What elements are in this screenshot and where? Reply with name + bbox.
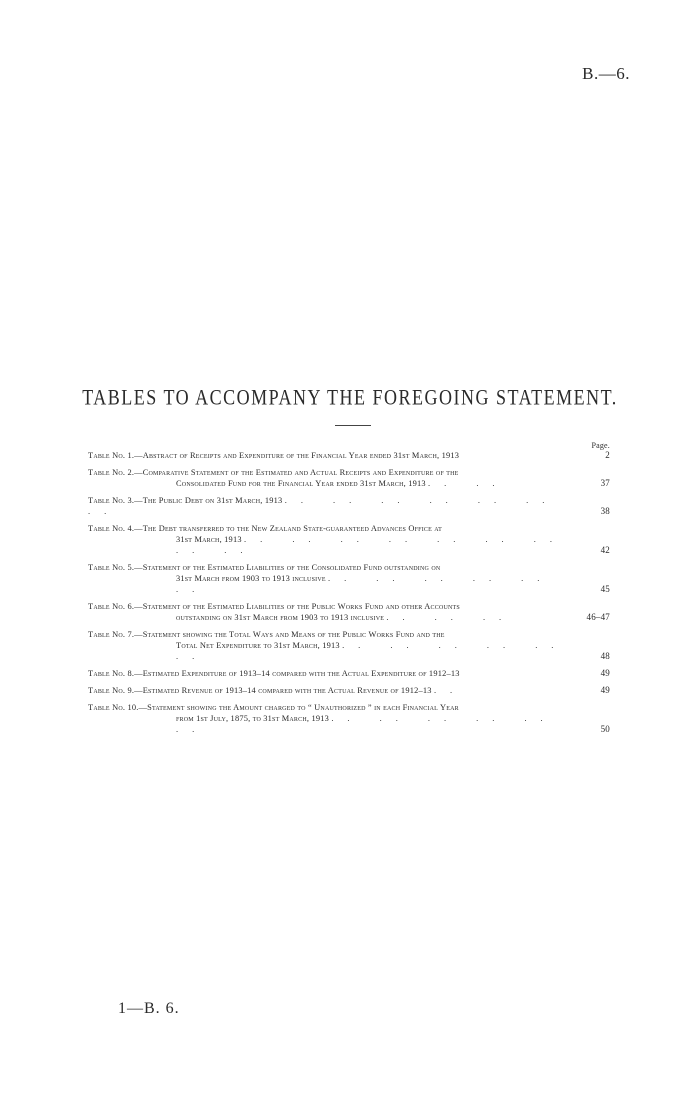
toc-entry-continuation: 31st March, 1913 [176, 535, 242, 544]
page-reference: B.—6. [582, 64, 630, 83]
toc-entry-page: 37 [600, 478, 610, 488]
title-divider [335, 425, 371, 426]
leader-dots: .. .. .. [386, 613, 516, 622]
toc-entry-page: 48 [600, 651, 610, 661]
leader-dots: .. .. .. .. .. .. [176, 714, 557, 734]
page-title: TABLES TO ACCOMPANY THE FOREGOING STATEMENT. [82, 384, 618, 410]
footer-reference: 1—B. 6. [118, 1000, 180, 1017]
toc-entry-title: Table No. 8.—Estimated Expenditure of 1913–14 compared with the Actual Expenditure of 1912–13 [88, 669, 460, 678]
toc-entry-title: Table No. 2.—Comparative Statement of the Estimated and Actual Receipts and Expenditure of the [88, 468, 459, 477]
toc-entry-page: 45 [600, 584, 610, 594]
toc-entry [88, 668, 610, 679]
toc-entry [88, 685, 610, 696]
toc-entry-title: Table No. 10.—Statement showing the Amount charged to “ Unauthorized ” in each Financial Year [88, 703, 459, 712]
toc-entry-title: Table No. 1.—Abstract of Receipts and Expenditure of the Financial Year ended 31st March, 1913 [88, 451, 460, 460]
toc-entry-page: 50 [600, 724, 610, 734]
toc-entry-page: 42 [600, 545, 610, 555]
toc-entry-page: 49 [600, 685, 610, 695]
toc-entry-continuation: outstanding on 31st March from 1903 to 1913 inclusive [176, 613, 385, 622]
leader-dots: .. .. .. .. .. .. .. .. .. [176, 535, 566, 555]
toc-entry [88, 629, 610, 662]
toc-entry-title: Table No. 6.—Statement of the Estimated Liabilities of the Public Works Fund and other Accounts [88, 602, 460, 611]
leader-dots: .. .. .. .. .. .. .. [88, 496, 559, 516]
toc-entry-page: 38 [600, 506, 610, 516]
toc-entry-title: Table No. 7.—Statement showing the Total Ways and Means of the Public Works Fund and the [88, 630, 445, 639]
toc-entry [88, 562, 610, 595]
toc-entry-page: 49 [600, 668, 610, 678]
leader-dots: .. .. [428, 479, 509, 488]
toc-entry [88, 495, 610, 517]
toc-entry-title: Table No. 9.—Estimated Revenue of 1913–14 compared with the Actual Revenue of 1912–13 [88, 686, 432, 695]
toc-entry-title: Table No. 5.—Statement of the Estimated Liabilities of the Consolidated Fund outstanding on [88, 563, 441, 572]
toc-entry [88, 450, 610, 461]
leader-dots: .. .. .. .. .. .. [176, 574, 554, 594]
toc-entry-page: 2 [605, 450, 610, 460]
leader-dots: .. [433, 686, 467, 695]
toc-entry-continuation: 31st March from 1903 to 1913 inclusive [176, 574, 326, 583]
toc-entry-continuation: Consolidated Fund for the Financial Year ended 31st March, 1913 [176, 479, 426, 488]
toc-entry [88, 467, 610, 489]
toc-entry-page: 46–47 [586, 612, 610, 622]
table-of-contents [88, 440, 610, 741]
page-column-label: Page. [591, 441, 610, 450]
toc-entry-title: Table No. 3.—The Public Debt on 31st March, 1913 [88, 496, 283, 505]
toc-entry [88, 523, 610, 556]
toc-entry [88, 601, 610, 623]
toc-entry [88, 702, 610, 735]
toc-entry-title: Table No. 4.—The Debt transferred to the New Zealand State-guaranteed Advances Office at [88, 524, 443, 533]
leader-dots: .. .. .. .. .. .. [176, 641, 568, 661]
toc-entry-continuation: Total Net Expenditure to 31st March, 1913 [176, 641, 340, 650]
toc-entry-continuation: from 1st July, 1875, to 31st March, 1913 [176, 714, 330, 723]
